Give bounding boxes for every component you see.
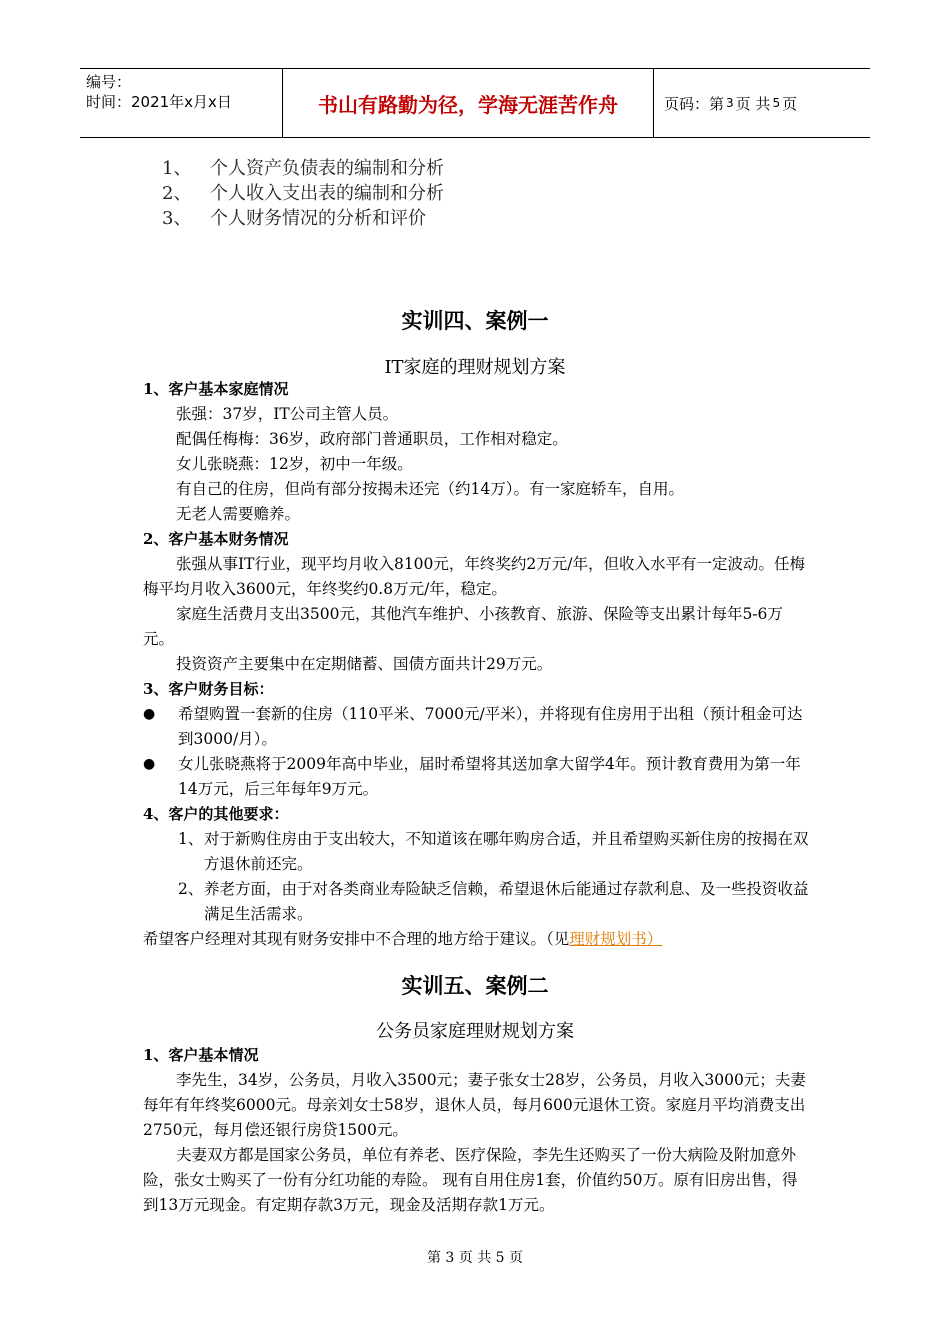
paragraph: 李先生，34岁，公务员，月收入3500元；妻子张女士28岁，公务员，月收入3000元；夫妻每年有年终奖6000元。母亲刘女士58岁，退休人员，每月600元退休工资。家庭月平均消费支出2750元，每月偿还银行房贷1500元。: [143, 1071, 806, 1139]
section-heading: 2、客户基本财务情况: [143, 530, 289, 548]
list-item: ● 女儿张晓燕将于2009年高中毕业，届时希望将其送加拿大留学4年。预计教育费用为第一年14万元，后三年每年9万元。: [143, 752, 811, 802]
list-item: 1、 个人资产负债表的编制和分析: [162, 158, 444, 179]
paragraph: 无老人需要赡养。: [176, 505, 301, 523]
plan-link[interactable]: 理财规划书）: [569, 930, 663, 948]
section-heading: 1、客户基本情况: [143, 1046, 259, 1064]
paragraph: 夫妻双方都是国家公务员，单位有养老、医疗保险，李先生还购买了一份大病险及附加意外险，张女士购买了一份有分红功能的寿险。 现有自用住房1套，价值约50万。原有旧房出售，得到13万元现金。有定期存款3万元，现金及活期存款1万元。: [143, 1146, 798, 1214]
case1-title: 实训四、案例一: [401, 308, 549, 333]
serial-label: 编号：: [86, 73, 132, 91]
time-label: 时间：2021年x月x日: [86, 93, 232, 111]
header-meta: [80, 69, 282, 137]
page-total: 5: [772, 96, 781, 110]
paragraph: 女儿张晓燕：12岁，初中一年级。: [176, 455, 413, 473]
intro-list: [162, 156, 444, 231]
paragraph: 配偶任梅梅：36岁，政府部门普通职员，工作相对稳定。: [176, 430, 568, 448]
page-header: [80, 68, 870, 138]
paragraph: 有自己的住房，但尚有部分按揭未还完（约14万）。有一家庭轿车，自用。: [176, 480, 684, 498]
paragraph: 投资资产主要集中在定期储蓄、国债方面共计29万元。: [176, 655, 553, 673]
bullet-icon: ●: [143, 706, 156, 722]
section-heading: 3、客户财务目标：: [143, 680, 274, 698]
section-heading: 1、客户基本家庭情况: [143, 380, 289, 398]
case2-body: [143, 1043, 811, 1218]
list-item: 3、 个人财务情况的分析和评价: [162, 208, 426, 229]
page-prefix: 页码：第: [664, 94, 725, 113]
list-item: 1、 对于新购住房由于支出较大，不知道该在哪年购房合适，并且希望购买新住房的按揭在双方退休前还完。: [178, 830, 809, 873]
case1-subtitle: IT家庭的理财规划方案: [384, 357, 566, 378]
bullet-icon: ●: [143, 756, 156, 772]
case2-subtitle: 公务员家庭理财规划方案: [376, 1021, 574, 1042]
case2-title: 实训五、案例二: [401, 973, 549, 998]
paragraph: 张强从事IT行业，现平均月收入8100元，年终奖约2万元/年，但收入水平有一定波动。任梅梅平均月收入3600元，年终奖约0.8万元/年，稳定。: [143, 555, 805, 598]
page-mid: 页 共: [735, 94, 771, 113]
page-current: 3: [726, 96, 734, 110]
paragraph: 家庭生活费月支出3500元，其他汽车维护、小孩教育、旅游、保险等支出累计每年5-6万元。: [143, 605, 783, 648]
paragraph: 张强：37岁，IT公司主管人员。: [176, 405, 399, 423]
header-motto: 书山有路勤为径，学海无涯苦作舟: [282, 69, 654, 137]
section-heading: 4、客户的其他要求：: [143, 805, 289, 823]
list-item: 2、 养老方面，由于对各类商业寿险缺乏信赖，希望退休后能通过存款利息、及一些投资收益满足生活需求。: [178, 880, 809, 923]
page-suffix: 页: [782, 94, 798, 113]
case1-body: [143, 377, 811, 952]
closing-paragraph: 希望客户经理对其现有财务安排中不合理的地方给于建议。（见理财规划书）: [143, 930, 663, 948]
header-page-info: [654, 69, 870, 137]
page-footer: 第 3 页 共 5 页: [426, 1250, 524, 1266]
list-item: ● 希望购置一套新的住房（110平米、7000元/平米），并将现有住房用于出租（预计租金可达到3000/月）。: [143, 702, 811, 752]
list-item: 2、 个人收入支出表的编制和分析: [162, 183, 444, 204]
